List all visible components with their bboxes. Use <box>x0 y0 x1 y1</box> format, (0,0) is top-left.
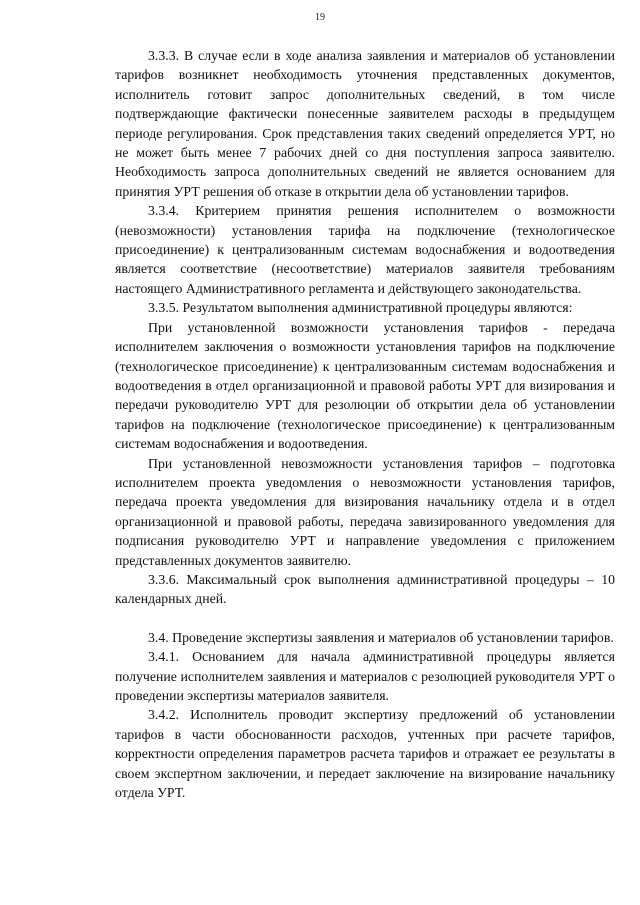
paragraph-result-impossible: При установленной невозможности установления тарифов – подготовка исполнителем проекта уведомления о невозможности установления тарифов, передача проекта уведомления для визирования начальнику отдела и в отдел организационной и правовой работы, передача завизированного уведомления для подписания руководителю УРТ и направление уведомления с приложением представленных документов заявителю. <box>115 455 615 568</box>
paragraph-3-4-1: 3.4.1. Основанием для начала административной процедуры является получение исполнителем заявления и материалов с резолюцией руководителя УРТ о проведении экспертизы материалов заявителя. <box>115 649 615 703</box>
section-heading-3-4: 3.4. Проведение экспертизы заявления и материалов об установлении тарифов. <box>148 629 614 645</box>
paragraph-3-3-6: 3.3.6. Максимальный срок выполнения административной процедуры – 10 календарных дней. <box>115 571 615 607</box>
document-body <box>115 46 615 802</box>
paragraph-3-4-2: 3.4.2. Исполнитель проводит экспертизу предложений об установлении тарифов в части обоснованности расходов, учтенных при расчете тарифов, корректности определения параметров расчета тарифов и отражает ее результаты в своем экспертном заключении, и передает заключение на визирование начальнику отдела УРТ. <box>115 707 615 801</box>
paragraph-3-3-5: 3.3.5. Результатом выполнения административной процедуры являются: <box>148 300 573 316</box>
paragraph-3-3-3: 3.3.3. В случае если в ходе анализа заявления и материалов об установлении тарифов возникнет необходимость уточнения представленных документов, исполнитель готовит запрос дополнительных сведений, в том числе подтверждающие фактически понесенные заявителем расходы в предыдущем периоде регулирования. Срок представления таких сведений определяется УРТ, но не может быть менее 7 рабочих дней со дня поступления запроса заявителю. Необходимость запроса дополнительных сведений не является основанием для принятия УРТ решения об отказе в открытии дела об установлении тарифов. <box>115 48 615 199</box>
paragraph-3-3-4: 3.3.4. Критерием принятия решения исполнителем о возможности (невозможности) установления тарифа на подключение (технологическое присоединение) к централизованным системам водоснабжения и водоотведения является соответствие (несоответствие) материалов заявителя требованиям настоящего Административного регламента и действующего законодательства. <box>115 203 615 296</box>
page-number: 19 <box>315 12 325 23</box>
paragraph-result-possible: При установленной возможности установления тарифов - передача исполнителем заключения о возможности установления тарифов на подключение (технологическое присоединение) к централизованным системам водоснабжения и водоотведения в отдел организационной и правовой работы УРТ для визирования и передачи руководителю УРТ для резолюции об открытии дела об установлении тарифов на подключение (технологическое присоединение) к централизованным системам водоснабжения и водоотведения. <box>115 319 615 452</box>
